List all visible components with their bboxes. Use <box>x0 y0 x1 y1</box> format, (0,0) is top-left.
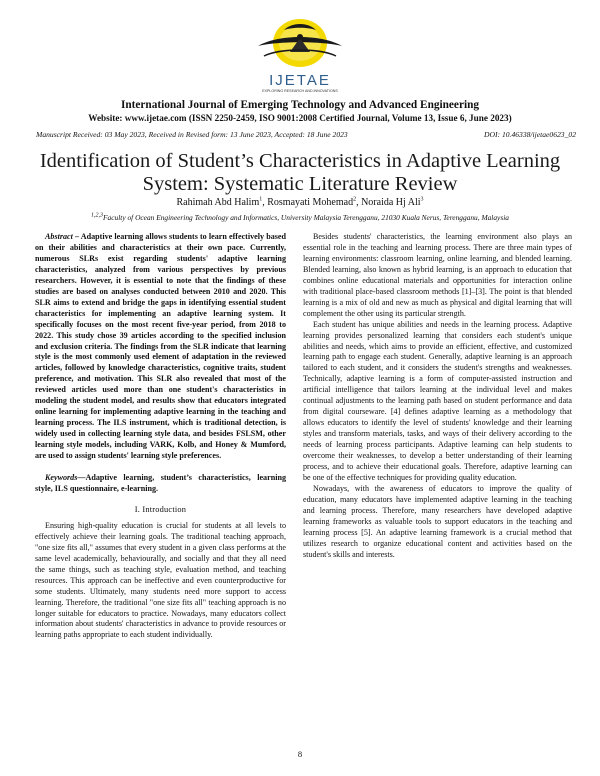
author-separator: , <box>262 197 268 208</box>
page-number: 8 <box>297 749 303 759</box>
manuscript-dates: Manuscript Received: 03 May 2023, Received in Revised form: 13 June 2023, Accepted: 18 June 2023 <box>36 130 348 139</box>
author-name: Rahimah Abd Halim <box>176 197 260 208</box>
author-affiliation-mark: 3 <box>420 196 424 203</box>
manuscript-info <box>36 130 576 139</box>
author-name: Rosmayati Mohemad <box>267 197 354 208</box>
intro-paragraph: Ensuring high-quality education is crucial for students at all levels to effectively achieve their learning goals. The traditional teaching approach, "one size fits all," assumes that every student in a given class performs at the same level academically, behaviourally, and socially and that they all need the same things, such as teaching style, evaluation method, and teaching resources. This approach can be ineffective and even counterproductive for some students. Ultimately, many students need more support to access learning. Therefore, the traditional "one size fits all" teaching approach is no longer suitable for educators to practice. Nowadays, many educators collect information about students' characteristics in advance to provide resources or learning paths appropriate to each student individually. <box>35 520 286 640</box>
author-affiliation-mark: 1 <box>259 196 263 203</box>
keywords <box>35 473 286 495</box>
journal-logo-tagline: EXPLORING RESEARCH AND INNOVATIONS <box>262 89 338 93</box>
paper-title <box>20 150 580 196</box>
body-paragraph: Nowadays, with the awareness of educators to improve the quality of education, many educators have implemented adaptive learning in the teaching and learning process. Therefore, many researchers have developed adaptive learning frameworks as valuable tools to support educators in the teaching and learning process [5]. An adaptive learning framework is a crucial method that utilizes research to organize educational content and activities based on the student's skills and interests. <box>303 483 572 559</box>
affiliation-text: Faculty of Ocean Engineering Technology and Informatics, University Malaysia Terengganu, 21030 Kuala Nerus, Terengganu, Malaysia <box>103 213 509 222</box>
abstract-label: Abstract <box>45 232 73 241</box>
doi: DOI: 10.46338/ijetae0623_02 <box>484 130 576 139</box>
author-affiliation-mark: 2 <box>353 196 357 203</box>
journal-logo <box>244 8 356 94</box>
author-separator: , <box>356 197 362 208</box>
journal-website-line: Website: www.ijetae.com (ISSN 2250-2459, ISO 9001:2008 Certified Journal, Volume 13, Issue 6, June 2023) <box>88 113 512 123</box>
left-column <box>35 232 286 641</box>
journal-logo-emblem-icon <box>244 8 356 74</box>
journal-name: International Journal of Emerging Technology and Advanced Engineering <box>120 99 480 111</box>
body-paragraph: Each student has unique abilities and needs in the learning process. Adaptive learning provides personalized learning that considers each student's unique abilities and needs, which aims to provide an efficient, effective, and customized learning path to engage each student. Generally, adaptive learning is an approach tailored to each student, and it considers the student's strengths and weaknesses. Technically, adaptive learning is a form of computer-assisted instruction and artificial intelligence that tailors learning at the individual level and makes continual adjustments to the learning path based on student performance and data from digital courseware. [4] defines adaptive learning as a methodology that allows educators to identify the level of students' knowledge and their learning styles and transform materials, tasks, and ways of their delivery according to the needs of learning process participants. Adaptive learning can help students to overcome their weaknesses, to develop a better understanding of their learning process, and to achieve their educational goals. Therefore, adaptive learning can be one of the effective techniques for providing quality education. <box>303 319 572 482</box>
affiliation <box>0 213 600 222</box>
abstract-text: – Adaptive learning allows students to learn effectively based on their abilities and characteristics at their own pace. Currently, numerous SLRs exist regarding students' adaptive learning characteristics, analyzed from various perspectives by previous researchers. However, it is essential to note that the findings of these studies are based on analyses conducted between 2010 and 2020. This SLR aims to extend and bridge the gaps in identifying essential student characteristics for implementing an adaptive learning system. It specifically focuses on the most recent five-year period, from 2018 to 2022. This study chose 39 articles according to the specified inclusion and exclusion criteria. The findings from the SLR indicate that learning style is the most commonly used element of adaptation in the reviewed articles, followed by knowledge characteristics, cognitive traits, student preference, and motivation. This SLR also revealed that most of the reviewed articles used more than one student's characteristics in modeling the student model, and results show that educators integrated online learning for implementing adaptive learning in the teaching and learning process. The ILS instrument, which is traditional detection, is widely used in collecting learning style data, and besides FSLSM, other learning style models, including VARK, Kolb, and Honey & Mumford, are used to assign students' learning style preferences. <box>35 232 286 461</box>
abstract <box>35 232 286 462</box>
paper-title-line-2: System: Systematic Literature Review <box>142 173 458 195</box>
section-heading-introduction: I. Introduction <box>134 504 187 514</box>
affiliation-mark: 1,2,3 <box>91 212 104 219</box>
paper-title-line-1: Identification of Student’s Characteristics in Adaptive Learning <box>39 150 561 172</box>
keywords-label: Keywords <box>45 473 78 483</box>
author-list <box>0 197 600 208</box>
journal-logo-text: IJETAE <box>269 72 331 89</box>
body-paragraph: Besides students' characteristics, the learning environment also plays an essential role in the teaching and learning process. There are three main types of learning environments: classroom learning, online learning, and blended learning. Blended learning, also known as hybrid learning, is an approach to education that combines online educational materials and opportunities for interaction online with traditional place-based classroom methods [1]–[3]. The point is that blended learning is a mix of old and new as much as physical and digital learning that will complement the other using its particular strength. <box>303 232 572 318</box>
right-column <box>303 232 572 561</box>
keywords-text: —Adaptive learning, student’s characteristics, learning style, ILS questionnaire, e-learning. <box>35 473 286 493</box>
author-name: Noraida Hj Ali <box>361 197 421 208</box>
